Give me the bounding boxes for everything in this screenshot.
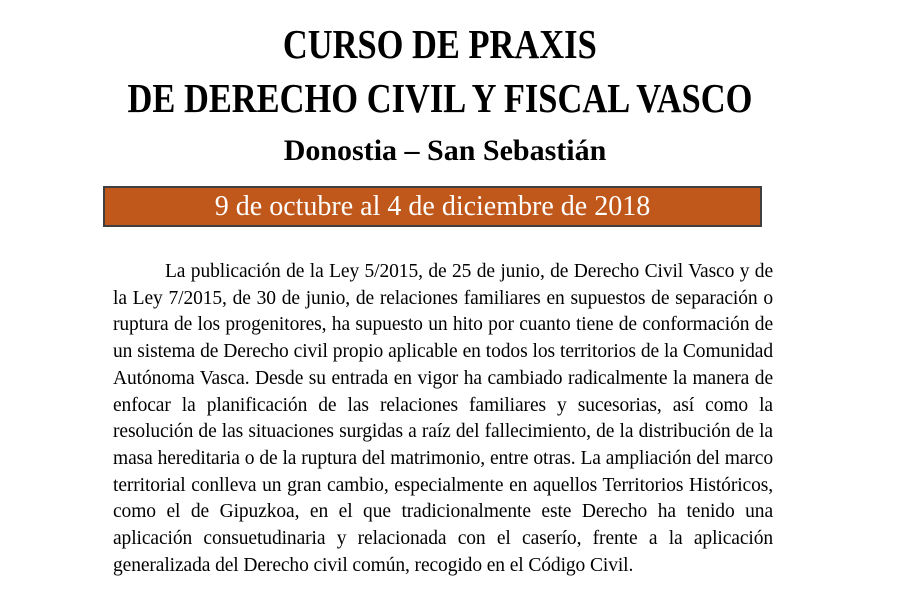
course-description-paragraph: La publicación de la Ley 5/2015, de 25 de junio, de Derecho Civil Vasco y de la Ley 7/2015, de 30 de junio, de relaciones familiares en supuestos de separación o ruptura de los progenitores, ha supuesto un hito por cuanto tiene de conformación de un sistema de Derecho civil propio aplicable en todos los territorios de la Comunidad Autónoma Vasca. Desde su entrada en vigor ha cambiado radicalmente la manera de enfocar la planificación de las relaciones familiares y sucesorias, así como la resolución de las situaciones surgidas a raíz del fallecimiento, de la distribución de la masa hereditaria o de la ruptura del matrimonio, entre otras. La ampliación del marco territorial conlleva un gran cambio, especialmente en aquellos Territorios Históricos, como el de Gipuzkoa, en el que tradicionalmente este Derecho ha tenido una aplicación consuetudinaria y relacionada con el caserío, frente a la aplicación generalizada del Derecho civil común, recogido en el Código Civil. <box>113 261 773 576</box>
date-banner-label: 9 de octubre al 4 de diciembre de 2018 <box>214 191 651 222</box>
date-banner <box>103 186 762 227</box>
course-title-line1-text: CURSO DE PRAXIS <box>283 21 597 67</box>
course-title-line2 <box>0 75 880 121</box>
location-subtitle: Donostia – San Sebastián <box>283 134 607 167</box>
course-title-line2-text: DE DERECHO CIVIL Y FISCAL VASCO <box>127 75 753 121</box>
course-title-line1 <box>0 21 880 67</box>
